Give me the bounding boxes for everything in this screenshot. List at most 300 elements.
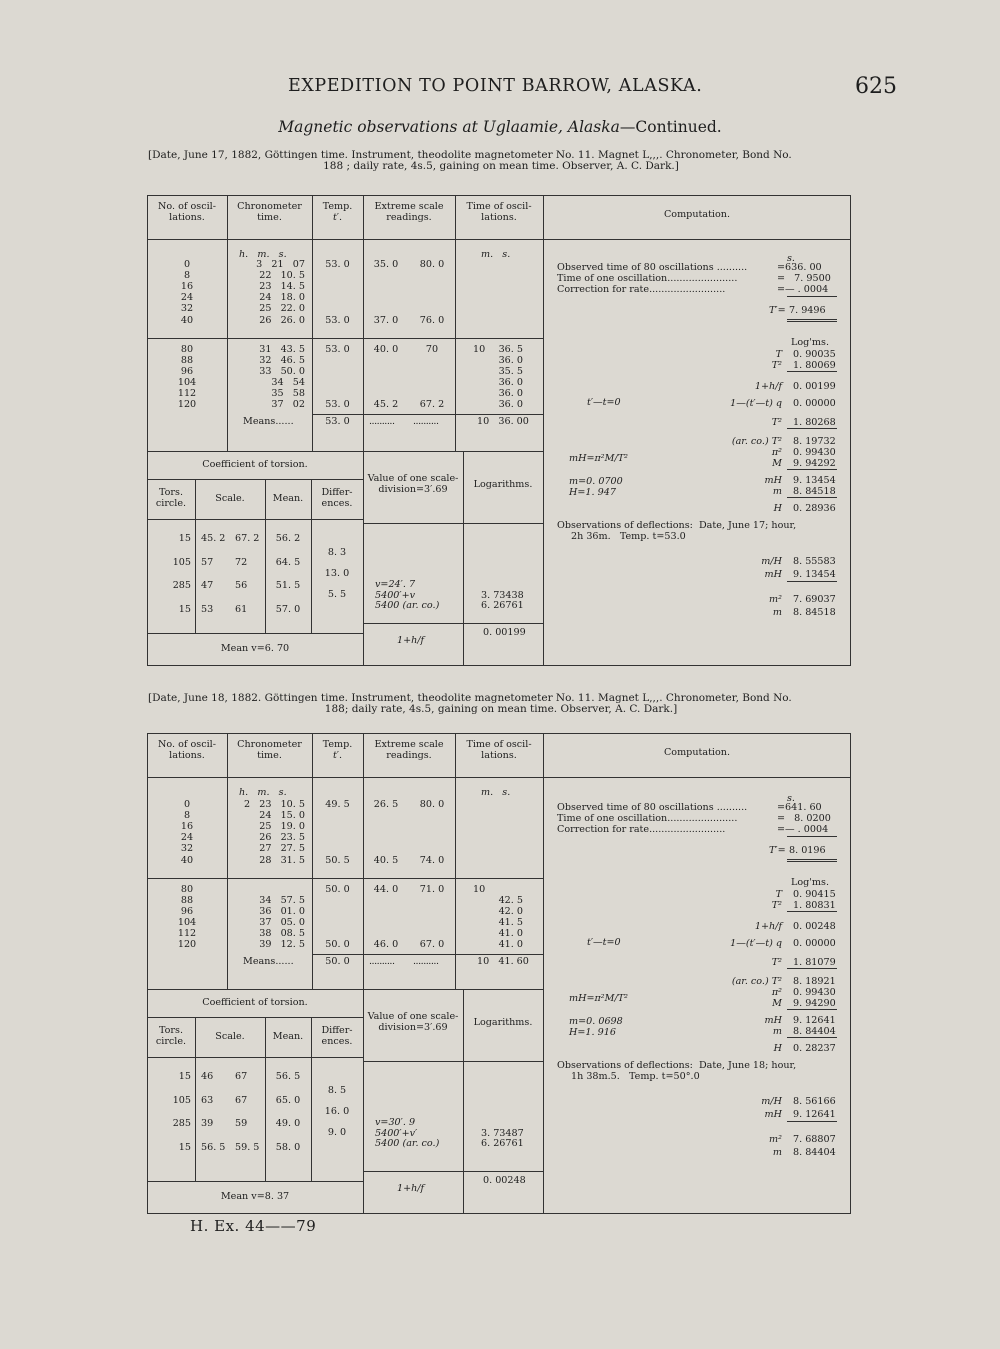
page-number: 625: [855, 74, 897, 99]
t-diff: t′—t=0: [587, 397, 621, 408]
chron-time: 24 15. 0: [259, 810, 305, 822]
scale-left: 44. 0: [373, 883, 399, 895]
rule: [147, 451, 543, 452]
tors-circle: 105: [172, 1094, 191, 1106]
log-symbol: H: [773, 503, 782, 514]
chron-time: 23 14. 5: [259, 281, 305, 293]
time-minutes: 10: [473, 343, 486, 355]
log-symbol: H: [773, 1043, 782, 1054]
osc-count: 120: [177, 399, 197, 411]
log-symbol: T²: [771, 957, 782, 968]
log-symbol: 1+h/f: [754, 381, 782, 392]
rule: [455, 195, 456, 451]
rule: [787, 428, 837, 429]
osc-count: 32: [180, 843, 194, 855]
scale-b: 56: [235, 580, 248, 591]
defl-value: 8. 84404: [793, 1147, 836, 1158]
time-seconds: 41. 0: [498, 939, 523, 951]
osc-count: 0: [183, 799, 191, 810]
v-line: v=24′. 7: [375, 579, 416, 590]
rule: [147, 239, 543, 240]
means-time: 10 41. 60: [477, 956, 529, 968]
log-symbol: mH: [764, 1015, 782, 1026]
defl-symbol: m²: [769, 594, 782, 605]
time-seconds: 42. 5: [498, 894, 523, 906]
scale-right: 67. 2: [419, 399, 445, 411]
mean-v: Mean v=6. 70: [220, 643, 290, 654]
tors-circle: 15: [178, 603, 191, 615]
osc-count: 88: [180, 354, 194, 366]
tors-circle: 285: [172, 1118, 191, 1129]
corr-value: =— . 0004: [777, 284, 829, 295]
osc-count: 8: [183, 810, 191, 822]
scale-div-label: Value of one scale- division=3′.69: [367, 1011, 459, 1034]
temperature: 53. 0: [325, 314, 350, 326]
rule: [787, 1009, 837, 1010]
T-label: T′=: [769, 305, 786, 316]
rule: [787, 911, 837, 912]
log-value: 1. 80268: [793, 417, 836, 428]
one-plus-h-f: 1+h/f: [397, 1183, 425, 1194]
rule: [147, 519, 363, 520]
chron-time: 39 12. 5: [259, 939, 305, 951]
scale-mean: 51. 5: [275, 580, 301, 591]
rule: [787, 497, 837, 498]
defl-symbol: mH: [764, 1109, 782, 1120]
rule: [147, 777, 543, 778]
log-h-f: 0. 00199: [483, 627, 526, 638]
mean-head: Mean.: [272, 493, 304, 504]
deflection-detail: 1h 38m.5. Temp. t=50°.0: [571, 1071, 700, 1082]
tors-circle: 15: [178, 1071, 191, 1082]
time-seconds: 36. 5: [498, 343, 523, 355]
time-seconds: 41. 5: [498, 916, 523, 928]
scale-mean: 56. 2: [275, 533, 301, 544]
defl-value: 9. 13454: [793, 569, 836, 580]
scale-a: 56. 5: [201, 1141, 226, 1153]
col-head-computation: Computation.: [663, 209, 731, 220]
osc-count: 104: [177, 916, 197, 928]
osc-count: 8: [183, 270, 191, 282]
log-symbol: 1+h/f: [754, 921, 782, 932]
deflection-label: Observations of deflections: Date, June 17; hour,: [557, 520, 797, 531]
rule: [363, 1061, 543, 1062]
scale-right: 71. 0: [419, 883, 445, 895]
time-seconds: 35. 5: [498, 365, 523, 377]
T-label: T′=: [769, 845, 786, 856]
date-note-2: [148, 693, 854, 715]
mean-v: Mean v=8. 37: [220, 1191, 290, 1202]
scale-a: 39: [201, 1118, 214, 1129]
rule: [543, 733, 544, 989]
log-v-value: 3. 73487: [481, 1127, 524, 1139]
log-symbol: 1—(t′—t) q: [730, 398, 782, 409]
rule: [363, 1171, 543, 1172]
defl-symbol: m/H: [761, 556, 782, 567]
rule: [787, 859, 837, 860]
scale-right: 70: [425, 343, 439, 355]
difference: 13. 0: [324, 568, 350, 579]
rule: [147, 1057, 363, 1058]
scale-right: 67. 0: [419, 939, 445, 951]
rule: [543, 989, 544, 1213]
rule: [787, 321, 837, 322]
rule: [787, 296, 837, 297]
scale-mean: 65. 0: [275, 1094, 301, 1106]
log-v-value: 6. 26761: [481, 600, 524, 611]
H-value: H=1. 947: [569, 487, 616, 498]
corr-value: =— . 0004: [777, 824, 829, 835]
rule: [850, 195, 851, 665]
log-value: 0. 00000: [793, 938, 836, 949]
m-value: m=0. 0698: [569, 1016, 623, 1027]
rule: [787, 1121, 837, 1122]
col-head-oscillations: No. of oscil- lations.: [158, 739, 216, 762]
scale-left: 37. 0: [373, 314, 399, 326]
tors-circle: 15: [178, 533, 191, 544]
means-label: Means......: [243, 416, 294, 428]
mH-formula: mH=π²M/T²: [569, 993, 628, 1004]
tors-circle: 105: [172, 556, 191, 568]
osc-count: 32: [180, 303, 194, 315]
rule: [147, 633, 363, 634]
time-seconds: 36. 0: [498, 388, 523, 399]
unit-s: s.: [787, 793, 795, 804]
obs-time-value: =636. 00: [777, 262, 822, 273]
rule: [227, 195, 228, 451]
deflection-detail: 2h 36m. Temp. t=53.0: [571, 531, 686, 542]
corr-label: Correction for rate.........................: [557, 824, 726, 835]
chron-time: 3 21 07: [256, 259, 305, 270]
rule: [787, 581, 837, 582]
osc-count: 40: [180, 314, 194, 326]
means-scale-dots: ..........: [413, 956, 439, 968]
rule: [147, 665, 851, 666]
rule: [455, 733, 456, 989]
log-value: 0. 00248: [793, 921, 836, 932]
log-symbol: T²: [771, 900, 782, 911]
osc-count: 104: [177, 376, 197, 388]
T-value: 7. 9496: [789, 305, 826, 316]
rule: [312, 414, 543, 415]
tors-head: Tors. circle.: [155, 1025, 187, 1048]
subtitle-italic: Magnetic observations at Uglaamie, Alaska: [278, 118, 620, 136]
scale-right: 80. 0: [419, 799, 445, 810]
difference: 9. 0: [327, 1127, 347, 1138]
one-plus-h-f: 1+h/f: [397, 635, 425, 646]
chron-time: 27 27. 5: [259, 843, 305, 855]
scale-right: 74. 0: [419, 854, 445, 866]
log-symbol: T: [775, 349, 782, 360]
mean-head: Mean.: [272, 1031, 304, 1042]
osc-count: 80: [180, 883, 194, 895]
means-time: 10 36. 00: [477, 416, 529, 428]
log-symbol: (ar. co.) T²: [731, 436, 782, 447]
unit-hms: h. m. s.: [239, 249, 287, 260]
temperature: 50. 0: [325, 883, 350, 895]
means-scale-dots: ..........: [369, 416, 395, 428]
osc-count: 24: [180, 832, 194, 844]
osc-count: 88: [180, 894, 194, 906]
t-diff: t′—t=0: [587, 937, 621, 948]
difference: 8. 5: [327, 1085, 347, 1096]
osc-count: 40: [180, 854, 194, 866]
time-seconds: 36. 0: [498, 354, 523, 366]
col-head-temp-symbol: t′.: [332, 212, 343, 223]
rule: [363, 523, 543, 524]
log-value: 0. 28237: [793, 1043, 836, 1054]
log-symbol: m: [772, 1026, 782, 1037]
scale-b: 67: [235, 1071, 248, 1082]
log-value: 9. 13454: [793, 475, 836, 486]
scale-left: 45. 2: [373, 399, 399, 411]
col-head-temp: Temp.: [322, 739, 353, 750]
rule: [543, 195, 544, 451]
chron-time: 2 23 10. 5: [243, 799, 305, 810]
osc-count: 24: [180, 292, 194, 304]
rule: [147, 989, 543, 990]
col-head-chronometer: Chronometer time.: [237, 201, 302, 224]
difference: 16. 0: [324, 1106, 350, 1117]
temperature: 53. 0: [325, 259, 350, 270]
logms-label: Log'ms.: [791, 337, 829, 348]
chron-time: 36 01. 0: [259, 905, 305, 917]
scale-a: 53: [201, 603, 214, 615]
col-head-oscillations: No. of oscil- lations.: [158, 201, 216, 224]
tors-circle: 285: [172, 580, 191, 591]
tors-head: Tors. circle.: [155, 487, 187, 510]
rule: [147, 1181, 363, 1182]
observation-table-2: [147, 733, 851, 1213]
rule: [850, 733, 851, 1213]
log-v-value: 3. 73438: [481, 589, 524, 601]
scale-a: 45. 2: [201, 533, 226, 544]
rule: [147, 1213, 851, 1214]
defl-symbol: mH: [764, 569, 782, 580]
rule: [787, 1037, 837, 1038]
log-symbol: mH: [764, 475, 782, 486]
note-line-2: 188; daily rate, 4s.5, gaining on mean time. Observer, A. C. Dark.]: [324, 703, 678, 715]
defl-value: 8. 55583: [793, 556, 836, 567]
rule: [312, 954, 543, 955]
defl-symbol: m/H: [761, 1096, 782, 1107]
means-temp: 50. 0: [325, 956, 350, 968]
chron-time: 35 58: [271, 388, 305, 399]
log-value: 0. 28936: [793, 503, 836, 514]
scale-a: 46: [201, 1071, 214, 1082]
v-line: 5400′+v: [375, 589, 416, 601]
log-value: 9. 12641: [793, 1015, 836, 1026]
one-osc-value: = 7. 9500: [777, 273, 831, 284]
chron-time: 37 05. 0: [259, 916, 305, 928]
difference: 8. 3: [327, 547, 347, 558]
obs-time-value: =641. 60: [777, 802, 822, 813]
rule: [543, 451, 544, 665]
scale-a: 57: [201, 556, 214, 568]
scale-left: 46. 0: [373, 939, 399, 951]
log-symbol: 1—(t′—t) q: [730, 938, 782, 949]
osc-count: 96: [180, 365, 194, 377]
v-line: 5400′+v′: [375, 1127, 418, 1139]
H-value: H=1. 916: [569, 1027, 616, 1038]
temperature: 50. 0: [325, 939, 350, 951]
observation-table-1: [147, 195, 851, 665]
chron-time: 26 26. 0: [259, 314, 305, 326]
means-label: Means......: [243, 956, 294, 968]
means-scale-dots: ..........: [369, 956, 395, 968]
logms-label: Log'ms.: [791, 877, 829, 888]
rule: [543, 777, 851, 778]
log-symbol: T²: [771, 360, 782, 371]
logarithms-head: Logarithms.: [473, 1017, 533, 1028]
logarithms-head: Logarithms.: [473, 479, 533, 490]
log-symbol: π²: [771, 987, 782, 998]
diff-head: Differ- ences.: [321, 1025, 353, 1048]
osc-count: 0: [183, 259, 191, 270]
log-value: 1. 81079: [793, 957, 836, 968]
col-head-temp-symbol: t′.: [332, 750, 343, 761]
scale-mean: 57. 0: [275, 603, 301, 615]
rule: [147, 338, 543, 339]
log-symbol: (ar. co.) T²: [731, 976, 782, 987]
unit-s: s.: [787, 253, 795, 264]
scale-a: 47: [201, 580, 214, 591]
log-value: 0. 00000: [793, 398, 836, 409]
rule: [147, 195, 851, 196]
running-head-title: EXPEDITION TO POINT BARROW, ALASKA.: [288, 76, 703, 96]
log-value: 8. 18921: [793, 976, 836, 987]
T-value: 8. 0196: [789, 845, 826, 856]
scale-left: 35. 0: [373, 259, 399, 270]
time-minutes: 10: [473, 883, 486, 895]
temperature: 50. 5: [325, 854, 350, 866]
scale-b: 59: [235, 1118, 248, 1129]
scale-right: 76. 0: [419, 314, 445, 326]
difference: 5. 5: [327, 589, 347, 600]
unit-ms: m. s.: [481, 249, 511, 260]
log-symbol: M: [772, 998, 782, 1009]
rule: [787, 968, 837, 969]
col-head-chronometer: Chronometer time.: [237, 739, 302, 762]
one-osc-label: Time of one oscillation.......................: [557, 813, 738, 824]
time-seconds: 36. 0: [498, 376, 523, 388]
log-symbol: T²: [771, 417, 782, 428]
note-line-1: [Date, June 18, 1882. Göttingen time. Instrument, theodolite magnetometer No. 11. Magnet L,,,. Chronometer, Bond No.: [148, 692, 792, 704]
scale-b: 67. 2: [235, 533, 260, 544]
diff-head: Differ- ences.: [321, 487, 353, 510]
osc-count: 112: [177, 928, 197, 939]
unit-ms: m. s.: [481, 787, 511, 798]
log-value: 1. 80069: [793, 360, 836, 371]
chron-time: 22 10. 5: [259, 270, 305, 282]
scale-left: 26. 5: [373, 799, 399, 810]
means-scale-dots: ..........: [413, 416, 439, 428]
time-seconds: 42. 0: [498, 905, 523, 917]
coef-torsion-label: Coefficient of torsion.: [202, 459, 308, 470]
temperature: 53. 0: [325, 343, 350, 355]
defl-value: 8. 56166: [793, 1096, 836, 1107]
chron-time: 25 19. 0: [259, 821, 305, 833]
one-osc-label: Time of one oscillation.......................: [557, 273, 738, 284]
rule: [147, 878, 543, 879]
osc-count: 16: [180, 281, 194, 293]
tors-circle: 15: [178, 1141, 191, 1153]
rule: [787, 836, 837, 837]
chron-time: 25 22. 0: [259, 303, 305, 315]
col-head-time: Time of oscil- lations.: [466, 201, 532, 224]
time-seconds: 36. 0: [498, 399, 523, 411]
log-value: 1. 80831: [793, 900, 836, 911]
col-head-time: Time of oscil- lations.: [466, 739, 532, 762]
note-line-2: 188 ; daily rate, 4s.5, gaining on mean time. Observer, A. C. Dark.]: [323, 160, 679, 172]
footer-signature: H. Ex. 44——79: [190, 1217, 317, 1235]
scale-a: 63: [201, 1094, 214, 1106]
log-symbol: m: [772, 486, 782, 497]
scale-b: 67: [235, 1094, 248, 1106]
log-symbol: π²: [771, 447, 782, 458]
v-line: 5400 (ar. co.): [375, 600, 440, 611]
log-value: 0. 90415: [793, 889, 836, 900]
subtitle-continued: —Continued.: [619, 118, 722, 136]
log-symbol: T: [775, 889, 782, 900]
chron-time: 26 23. 5: [259, 832, 305, 844]
scale-b: 59. 5: [235, 1141, 260, 1153]
rule: [787, 319, 837, 320]
defl-value: 7. 68807: [793, 1134, 836, 1145]
temperature: 53. 0: [325, 399, 350, 411]
obs-time-label: Observed time of 80 oscillations ..........: [557, 802, 748, 813]
scale-head: Scale.: [215, 1031, 245, 1042]
scale-mean: 64. 5: [275, 556, 301, 568]
log-value: 0. 00199: [793, 381, 836, 392]
chron-time: 33 50. 0: [259, 365, 305, 377]
defl-symbol: m: [772, 607, 782, 618]
rule: [227, 733, 228, 989]
deflection-label: Observations of deflections: Date, June 18; hour,: [557, 1060, 797, 1071]
rule: [787, 469, 837, 470]
scale-mean: 49. 0: [275, 1118, 301, 1129]
defl-symbol: m²: [769, 1134, 782, 1145]
chron-time: 37 02: [271, 399, 305, 411]
chron-time: 34 57. 5: [259, 894, 305, 906]
rule: [363, 623, 543, 624]
log-value: 0. 99430: [793, 987, 836, 998]
rule: [543, 239, 851, 240]
chron-time: 28 31. 5: [259, 854, 305, 866]
osc-count: 112: [177, 388, 197, 399]
rule: [787, 861, 837, 862]
scale-b: 61: [235, 603, 248, 615]
unit-hms: h. m. s.: [239, 787, 287, 798]
scale-div-label: Value of one scale- division=3′.69: [367, 473, 459, 496]
chron-time: 24 18. 0: [259, 292, 305, 304]
page-subtitle: [0, 118, 1000, 136]
osc-count: 80: [180, 343, 194, 355]
col-head-scale: Extreme scale readings.: [374, 201, 444, 224]
scale-left: 40. 5: [373, 854, 399, 866]
log-v-value: 6. 26761: [481, 1138, 524, 1149]
osc-count: 120: [177, 939, 197, 951]
log-value: 0. 90035: [793, 349, 836, 360]
log-value: 8. 84518: [793, 486, 836, 497]
scale-b: 72: [235, 556, 248, 568]
rule: [147, 479, 363, 480]
chron-time: 34 54: [271, 376, 305, 388]
temperature: 49. 5: [325, 799, 350, 810]
osc-count: 16: [180, 821, 194, 833]
log-h-f: 0. 00248: [483, 1175, 526, 1186]
osc-count: 96: [180, 905, 194, 917]
